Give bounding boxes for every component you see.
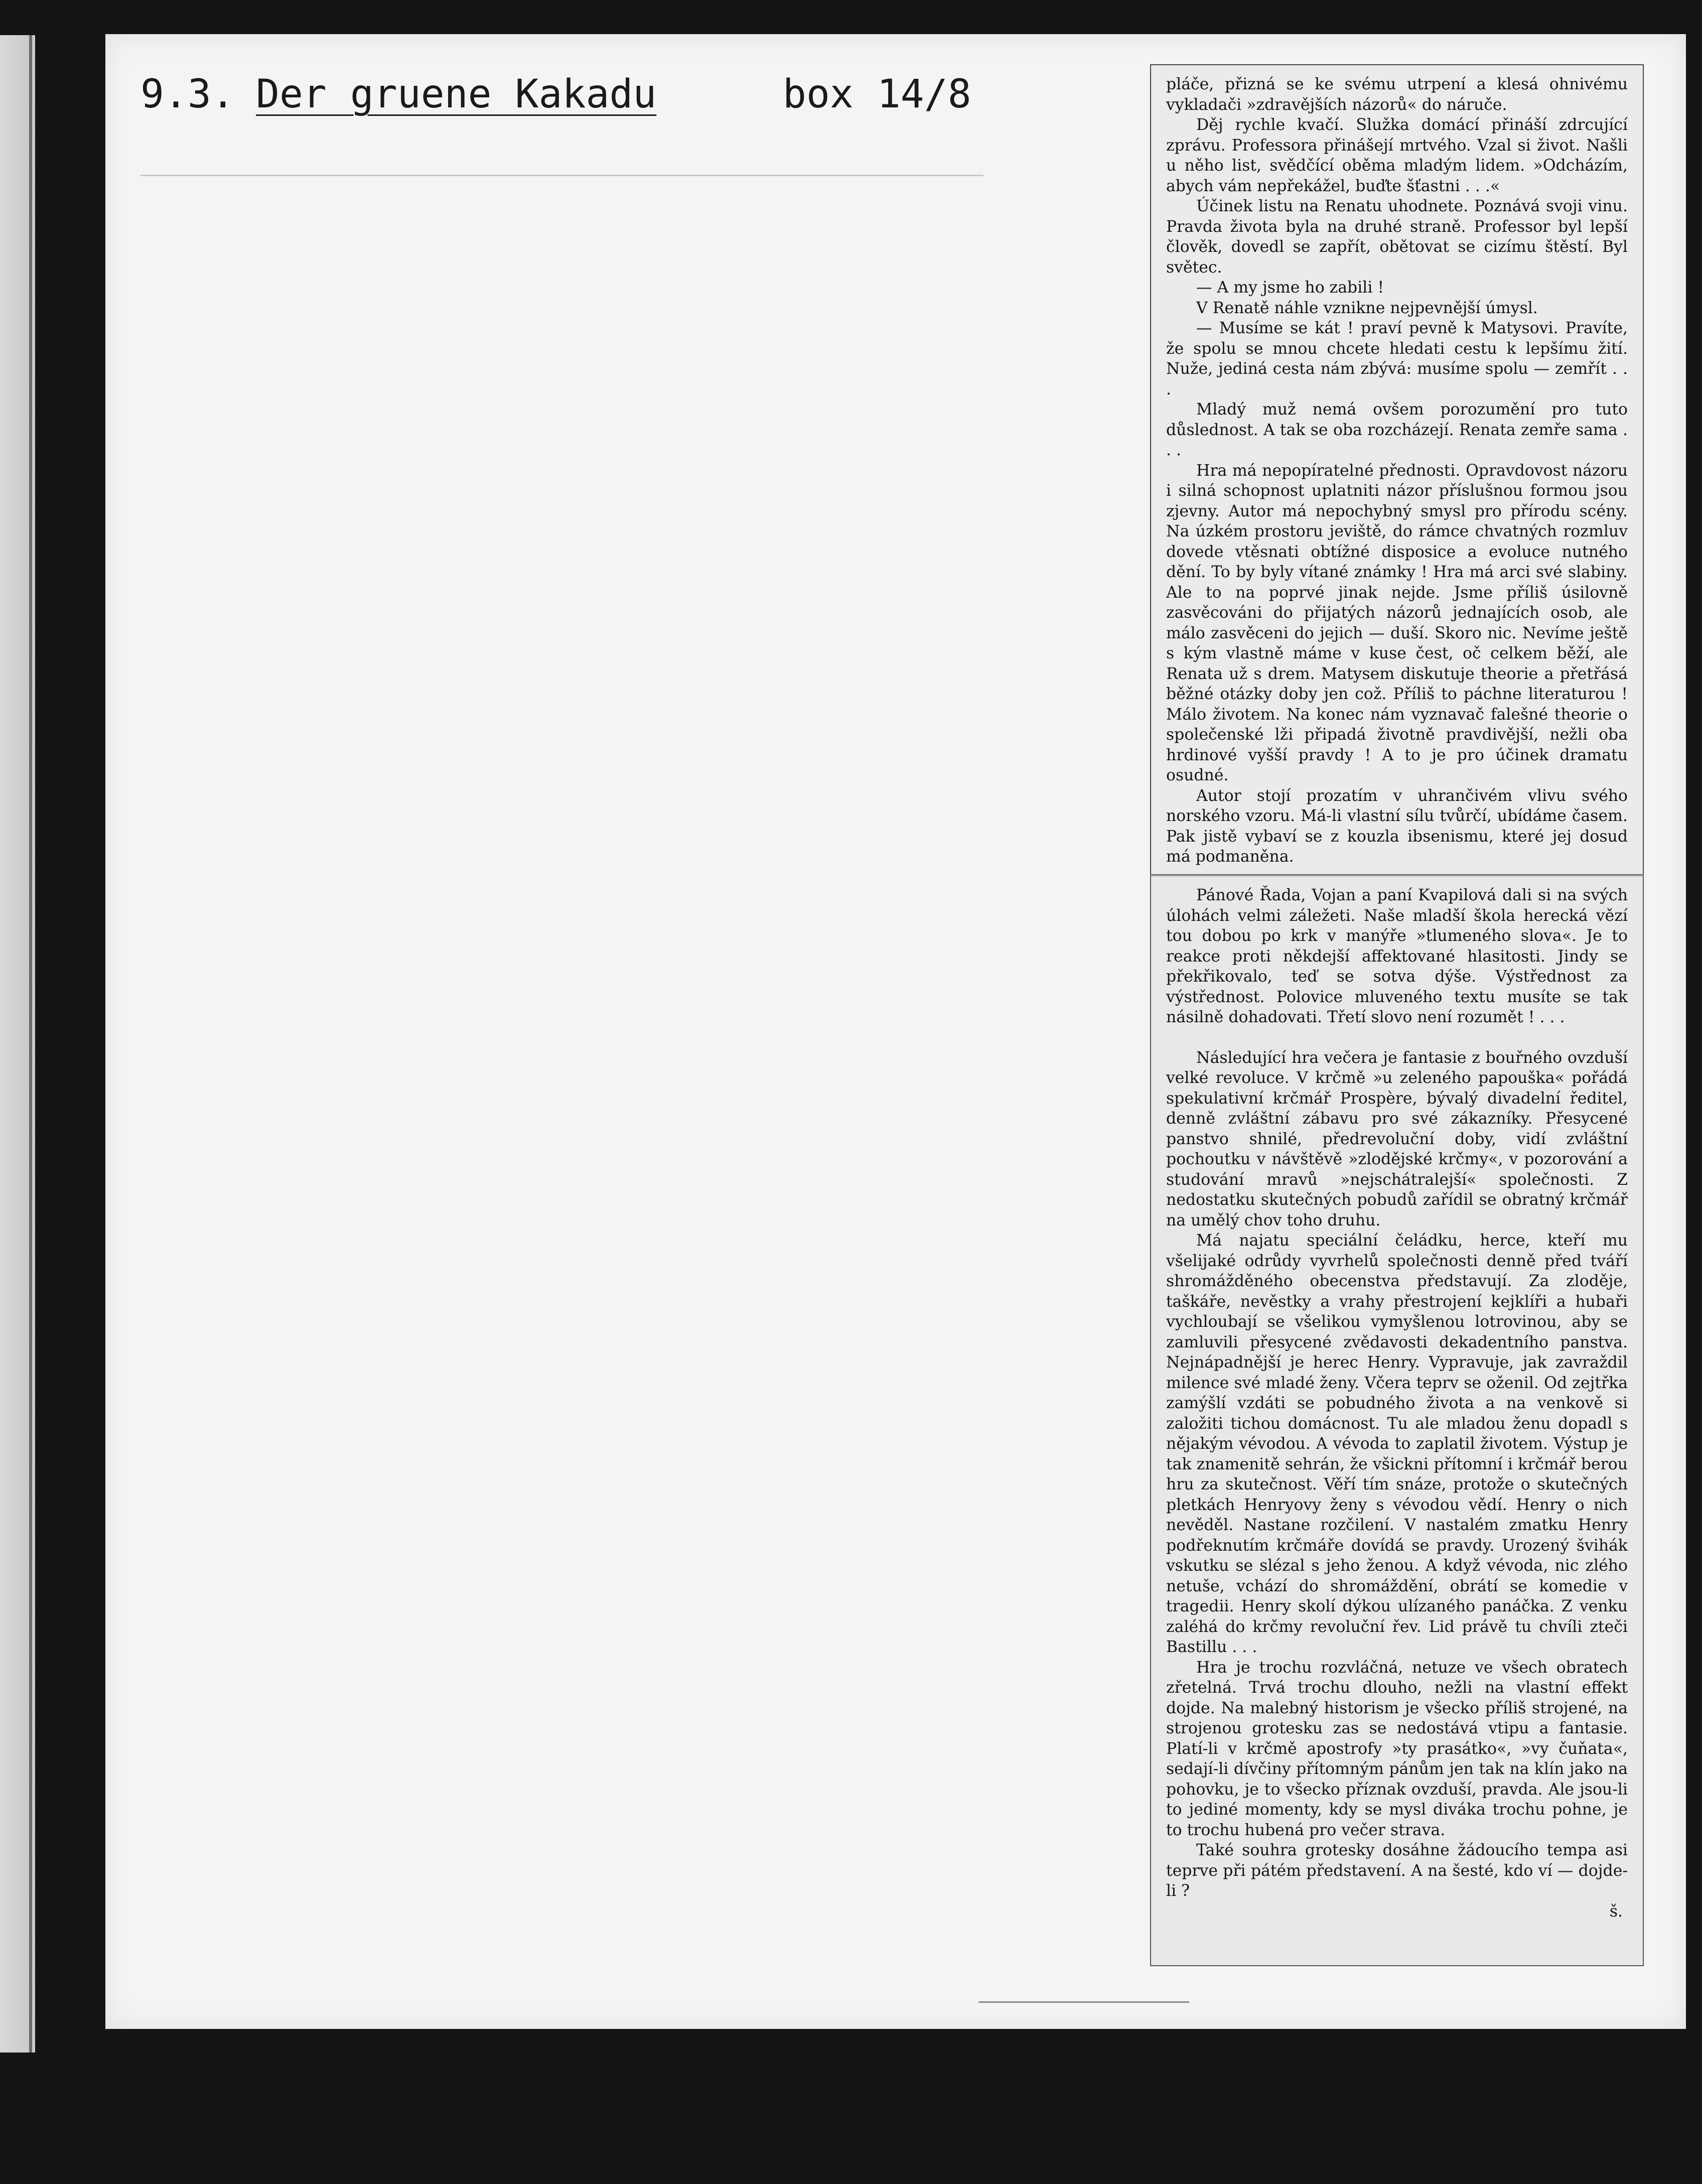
- article-paragraph: Má najatu speciální čeládku, herce, kteří mu všelijaké odrůdy vyvrhelů společnosti denně před tváří shromážděného obecenstva představují. Za zloděje, taškáře, nevěstky a vrahy přestrojení kejklíři a hubaři vychloubají se všelikou vymyšlenou lotrovinou, aby se zamluvili přesycené zvědavosti dekadentního panstva. Nejnápadnější je herec Henry. Vypravuje, jak zavraždil milence své mladé ženy. Včera teprv se oženil. Od zejtřka zamýšlí vzdáti se pobudného života a na venkově si založiti tichou domácnost. Tu ale mladou ženu dopadl s nějakým vévodou. A vévoda to zaplatil životem. Výstup je tak znamenitě sehrán, že všickni přítomní i krčmář berou hru za skutečnost. Věří tím snáze, protože o skutečných pletkách Henryovy ženy s vévodou vědí. Henry o nich nevěděl. Nastane rozčilení. V nastalém zmatku Henry podřeknutím krčmáře dovídá se pravdy. Urozený švihák vskutku se slézal s jeho ženou. A když vévoda, nic zlého netuše, vchází do shromáždění, obrátí se komedie v tragedii. Henry skolí dýkou ulízaného panáčka. Z venku zaléhá do krčmy revoluční řev. Lid právě tu chvíli zteči Bastillu . . .: [1166, 1232, 1628, 1656]
- box-label: box 14/8: [783, 72, 971, 117]
- article-paragraph: Autor stojí prozatím v uhrančivém vlivu svého norského vzoru. Má-li vlastní sílu tvůrčí, ubídáme časem. Pak jistě vybaví se z kouzla ibsenismu, které jej dosud má podmaněna.: [1166, 786, 1628, 866]
- clipping-top-text: [1166, 74, 1628, 867]
- archive-sheet: [105, 34, 1686, 2029]
- header-rule: [140, 175, 983, 176]
- article-paragraph: V Renatě náhle vznikne nejpevnější úmysl.: [1196, 299, 1538, 317]
- folder-number: 9.3.: [140, 72, 235, 117]
- article-paragraph: Také souhra grotesky dosáhne žádoucího tempa asi teprve při pátém představení. A na šesté, kdo ví — dojde-li ?: [1166, 1841, 1628, 1900]
- article-paragraph: Následující hra večera je fantasie z bouřného ovzduší velké revoluce. V krčmě »u zeleného papouška« pořádá spekulativní krčmář Prospère, bývalý divadelní ředitel, denně zvláštní zábavu pro své zákazníky. Přesycené panstvo shnilé, předrevoluční doby, vidí zvláštní pochoutku v návštěvě »zlodějské krčmy«, v pozorování a studování mravů »nejschátralejší« společnosti. Z nedostatku skutečných pobudů zařídil se obratný krčmář na umělý chov toho druhu.: [1166, 1048, 1628, 1230]
- clipping-bottom-text: [1166, 885, 1628, 1922]
- article-paragraph: Hra má nepopíratelné přednosti. Opravdovost názoru i silná schopnost uplatniti názor příslušnou formou jsou zjevny. Autor má nepochybný smysl pro přírodu scény. Na úzkém prostoru jeviště, do rámce chvatných rozmluv dovede vtěsnati obtížné disposice a evoluce nutného dění. To by byly vítané známky ! Hra má arci své slabiny. Ale to na poprvé jinak nejde. Jsme příliš úsilovně zasvěcováni do přijatých názorů jednajících osob, ale málo zasvěceni do jejich — duší. Skoro nic. Nevíme ještě s kým vlastně máme v kuse čest, oč celkem běží, ale Renata už s drem. Matysem diskutuje theorie a přetřásá běžné otázky doby jen což. Příliš to páchne literaturou ! Málo životem. Na konec nám vyznavač falešné theorie o společenské lži připadá životně pravdivější, nežli oba hrdinové vyšší pravdy ! A to je pro účinek dramatu osudné.: [1166, 461, 1628, 784]
- article-paragraph: Mladý muž nemá ovšem porozumění pro tuto důslednost. A tak se oba rozcházejí. Renata zemře sama . . .: [1166, 400, 1628, 459]
- scan-artifact: [978, 2001, 1189, 2003]
- article-paragraph: — A my jsme ho zabili !: [1196, 279, 1384, 297]
- author-signature: š.: [1609, 1902, 1623, 1921]
- article-paragraph: Účinek listu na Renatu uhodnete. Poznává svoji vinu. Pravda života byla na druhé straně. Professor byl lepší člověk, dovedl se zapřít, obětovat se cizímu štěstí. Byl světec.: [1166, 197, 1628, 277]
- newspaper-clipping-bottom: [1150, 875, 1644, 1966]
- newspaper-clipping-top: [1150, 64, 1644, 875]
- article-paragraph: Hra je trochu rozvláčná, netuze ve všech obratech zřetelná. Trvá trochu dlouho, nežli na vlastní effekt dojde. Na malebný historism je všecko příliš strojené, na strojenou grotesku zas se nedostává vtipu a fantasie. Platí-li v krčmě apostrofy »ty prasátko«, »vy čuňata«, sedají-li dívčiny přítomným pánům jen tak na klín jako na pohovku, je to všecko příznak ovzduší, pravda. Ale jsou-li to jediné momenty, kdy se mysl diváka trochu pohne, je to trochu hubená pro večer strava.: [1166, 1658, 1628, 1839]
- article-paragraph: pláče, přizná se ke svému utrpení a klesá ohnivému vykladači »zdravějších názorů« do náruče.: [1166, 75, 1628, 114]
- previous-page-edge: [0, 35, 35, 2053]
- article-paragraph: Pánové Řada, Vojan a paní Kvapilová dali si na svých úlohách velmi záležeti. Naše mladší škola herecká vězí tou dobou po krk v manýře »tlumeného slova«. Je to reakce proti někdejší affektované hlasitosti. Jindy se překřikovalo, teď se sotva dýše. Výstřednost za výstřednost. Polovice mluveného textu musíte se tak násilně dohadovati. Třetí slovo není rozumět ! . . .: [1166, 886, 1628, 1026]
- article-paragraph: Děj rychle kvačí. Služka domácí přináší zdrcující zprávu. Professora přinášejí mrtvého. Vzal si život. Našli u něho list, svědčící oběma mladým lidem. »Odcházím, abych vám nepřekážel, buďte šťastni . . .«: [1166, 116, 1628, 195]
- archive-header: [140, 72, 1019, 137]
- article-paragraph: — Musíme se kát ! praví pevně k Matysovi. Pravíte, že spolu se mnou chcete hledati cestu k lepšímu žití. Nuže, jediná cesta nám zbývá: musíme spolu — zemřít . . .: [1166, 319, 1628, 398]
- folder-title: Der gruene Kakadu: [256, 72, 657, 117]
- previous-page-fold: [29, 35, 32, 2053]
